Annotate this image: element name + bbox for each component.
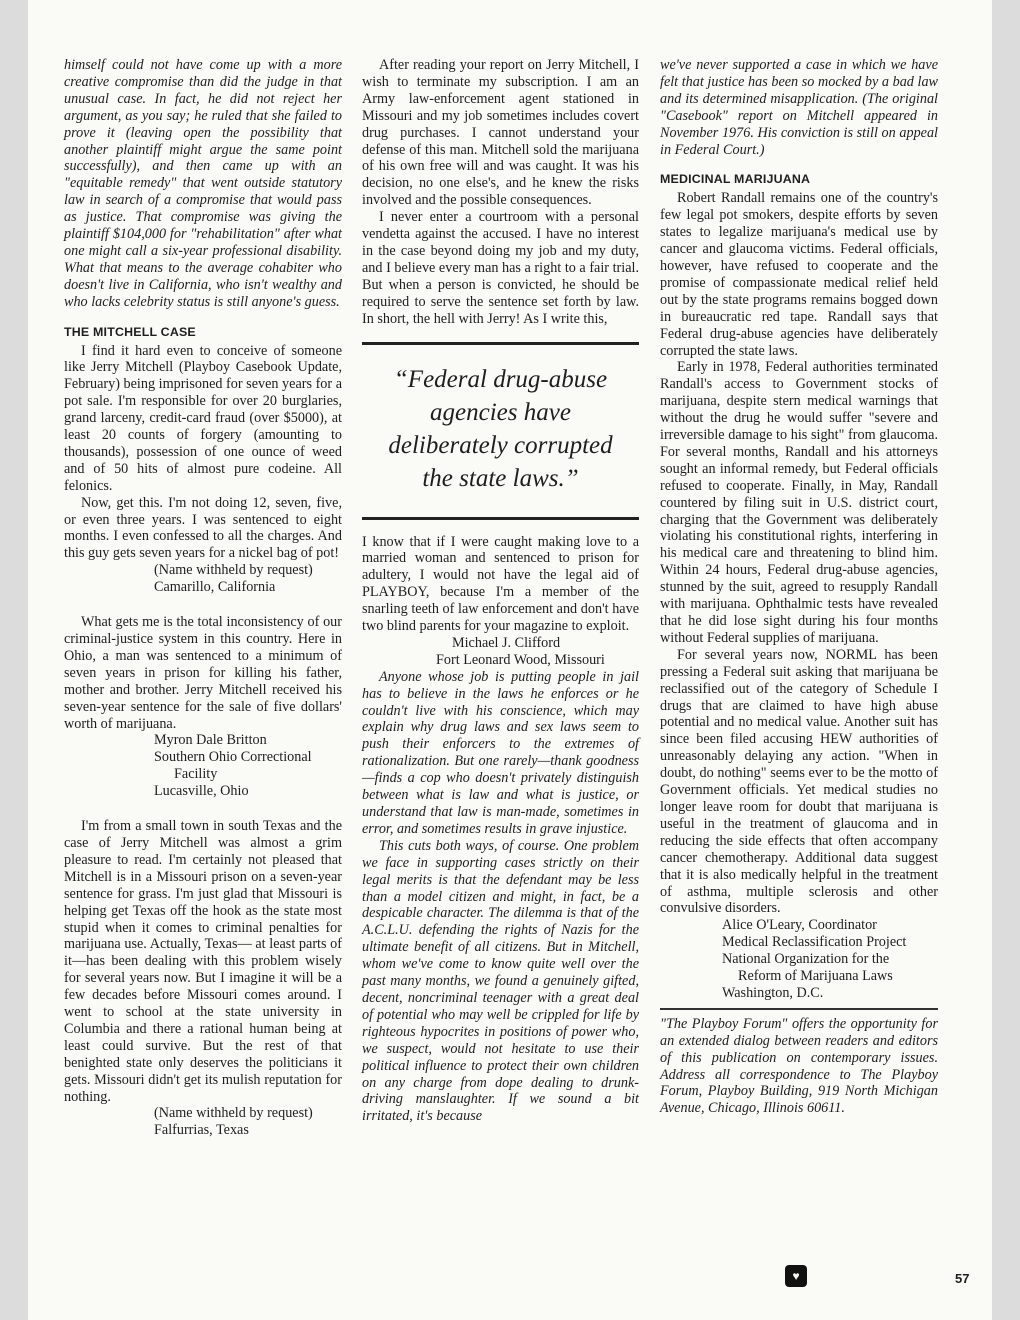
letter-signature-affiliation: Medical Reclassification Project (722, 934, 907, 951)
letter-paragraph: What gets me is the total inconsistency of our criminal-justice system in this country. Here in Ohio, a man was sentenced to a minimum of seven years in prison for killing his father, mother and brother. Jerry Mitchell received his seven-year sentence for the sale of five dollars' worth of marijuana. (64, 614, 342, 732)
letter-location: Fort Leonard Wood, Missouri (436, 651, 605, 668)
letter-location: Falfurrias, Texas (154, 1122, 249, 1139)
letter-location: Camarillo, California (154, 579, 276, 596)
letter-paragraph: For several years now, NORML has been pressing a Federal suit asking that marijuana be reclassified out of the category of Schedule I drugs that are claimed to have high abuse potential and no medical value. Another suit has since been filed accusing HEW authorities of unreasonably delaying any action. "When in doubt, do nothing" seems ever to be the motto of Government officials. Yet medical studies no longer leave room for doubt that marijuana is useful in the treatment of glaucoma and in reducing the side effects that often accompany cancer chemotherapy. Additional data suggest that it is also medically helpful in the treatment of asthma, multiple sclerosis and other convulsive disorders. (660, 646, 938, 917)
column-left (64, 57, 342, 1139)
letter-signature: (Name withheld by request) (154, 1105, 313, 1122)
editor-reply-continued: himself could not have come up with a more creative compromise than did the judge in that unusual case. In fact, he did not reject her argument, as you say; he ruled that she failed to prove it (leaving open the possibility that another plaintiff might argue the same point successfully), and then came up with an "equitable remedy" that went outside statutory law in search of a compromise that would pass as justice. That compromise was giving the plaintiff $104,000 for "rehabilitation" after what one might call a six-year professional disability. What that means to the average cohabiter who doesn't live in California, who isn't wealthy and who lacks celebrity status is still anyone's guess. (64, 57, 342, 310)
forum-footer-note: "The Playboy Forum" offers the opportunity for an extended dialog between readers and editors of this publication on contemporary issues. Address all correspondence to The Playboy Forum, Playboy Building, 919 North Michigan Avenue, Chicago, Illinois 60611. (660, 1015, 938, 1117)
page-number: 57 (955, 1271, 970, 1286)
letter-signature: Myron Dale Britton (154, 732, 267, 749)
pull-quote: “Federal drug-abuse agencies have deliberately corrupted the state laws.” (362, 342, 639, 520)
section-heading-medicinal-marijuana: MEDICINAL MARIJUANA (660, 172, 811, 187)
letter-location: Washington, D.C. (722, 984, 824, 1001)
letter-signature-affiliation: Facility (174, 766, 218, 783)
column-right (660, 57, 938, 1117)
letter-paragraph: Early in 1978, Federal authorities terminated Randall's access to Government stocks of marijuana, despite stern medical warnings that without the drug he would suffer "severe and irreversible damage to his sight" from glaucoma. For several months, Randall and his attorneys sought an informal remedy, but Federal officials refused to cooperate. Finally, in May, Randall countered by filing suit in U.S. district court, charging that the Government was deliberately violating his constitutional rights, interfering in his medical care and threatening to blind him. Within 24 hours, Federal drug-abuse agencies, stunned by the suit, agreed to resupply Randall with marijuana. Ophthalmic tests have revealed that he did lose sight during his four months without Federal supplies of marijuana. (660, 359, 938, 646)
editor-reply: This cuts both ways, of course. One problem we face in supporting cases strictly on their legal merits is that the defendant may be less than a model citizen and might, in fact, be a despicable character. The dilemma is that of the A.C.L.U. defending the rights of Nazis for the ultimate benefit of all citizens. But in Mitchell, whom we've come to know quite well over the past many months, we found a genuinely gifted, decent, noncriminal teenager with a great deal of potential who may well be crippled for life by righteous hypocrites in positions of power who, we suspect, would not hesitate to use their political influence to protect their own children on any charge from dope dealing to drunk-driving manslaughter. If we sound a bit irritated, it's because (362, 837, 639, 1125)
column-middle (362, 57, 639, 1125)
letter-signature: Alice O'Leary, Coordinator (722, 917, 877, 934)
letter-paragraph: I find it hard even to conceive of someone like Jerry Mitchell (Playboy Casebook Update, February) being imprisoned for seven years for a pot sale. I'm responsible for over 20 burglaries, grand larceny, credit-card fraud (over $5000), at least 20 counts of forgery (amounting to thousands), possession of one ounce of weed and of 50 hits of almost pure codeine. All felonics. (64, 342, 342, 494)
letter-paragraph: After reading your report on Jerry Mitchell, I wish to terminate my subscription. I am an Army law-enforcement agent stationed in Missouri and my job sometimes includes covert drug purchases. I cannot understand your defense of this man. Mitchell sold the marijuana of his own free will and was caught. It was his decision, no one else's, and he knew the risks involved and the possible consequences. (362, 57, 639, 209)
letter-signature: Michael J. Clifford (452, 634, 561, 651)
letter-paragraph: I'm from a small town in south Texas and the case of Jerry Mitchell was almost a grim pleasure to read. I'm certainly not pleased that Mitchell is in a Missouri prison on a seven-year sentence for grass. I'm just glad that Missouri is helping get Texas off the hook as the state most stupid when it comes to criminal penalties for marijuana use. Actually, Texas— at least parts of it—has been dealing with this problem wisely for several years now. But I imagine it will be a few decades before Missouri comes around. I went to school at the state university in Columbia and there a rational human being at least could survive. But the rest of that benighted state only deserves the politicians it gets. Missouri didn't get its mulish reputation for nothing. (64, 818, 342, 1105)
letter-signature-affiliation: Reform of Marijuana Laws (738, 968, 893, 985)
magazine-page (28, 0, 992, 1320)
letter-paragraph: I know that if I were caught making love to a married woman and sentenced to prison for adultery, I would not have the legal aid of PLAYBOY, because I'm a member of the snarling teeth of law enforcement and don't have two blind parents for your magazine to exploit. (362, 533, 639, 635)
letter-signature-affiliation: Southern Ohio Correctional (154, 749, 312, 766)
letter-signature: (Name withheld by request) (154, 562, 313, 579)
letter-paragraph: I never enter a courtroom with a personal vendetta against the accused. I have no interest in the case beyond doing my job and my duty, and I believe every man has a right to a fair trial. But when a person is convicted, he should be required to serve the sentence set forth by law. In short, the hell with Jerry! As I write this, (362, 209, 639, 327)
playboy-rabbit-logo-icon: ♥ (785, 1265, 807, 1287)
letter-paragraph: Now, get this. I'm not doing 12, seven, five, or even three years. I was sentenced to eight months. I even confessed to all the charges. And this guy gets seven years for a nickel bag of pot! (64, 494, 342, 562)
section-heading-mitchell-case: THE MITCHELL CASE (64, 324, 196, 339)
letter-signature-affiliation: National Organization for the (722, 951, 890, 968)
editor-reply-continued: we've never supported a case in which we have felt that justice has been so mocked by a bad law and its determined misapplication. (The original "Casebook" report on Mitchell appeared in November 1976. His conviction is still on appeal in Federal Court.) (660, 57, 938, 158)
letter-paragraph: Robert Randall remains one of the country's few legal pot smokers, despite efforts by seven states to legalize marijuana's medical use by cancer and glaucoma victims. Federal officials, however, have refused to cooperate and the promise of compassionate medical relief held out by the state programs remains bogged down in bureaucratic red tape. Randall says that Federal drug-abuse agencies have deliberately corrupted the state laws. (660, 190, 938, 359)
letter-location: Lucasville, Ohio (154, 783, 249, 800)
divider (660, 1008, 938, 1010)
editor-reply: Anyone whose job is putting people in jail has to believe in the laws he enforces or he couldn't live with his conscience, which may explain why drug laws and sex laws seem to push their enforcers to the extremes of rationalization. But one rarely—thank goodness—finds a cop who doesn't privately distinguish between what is law and what is justice, or understand that law is man-made, sometimes in error, and sometimes results in grave injustice. (362, 668, 639, 837)
